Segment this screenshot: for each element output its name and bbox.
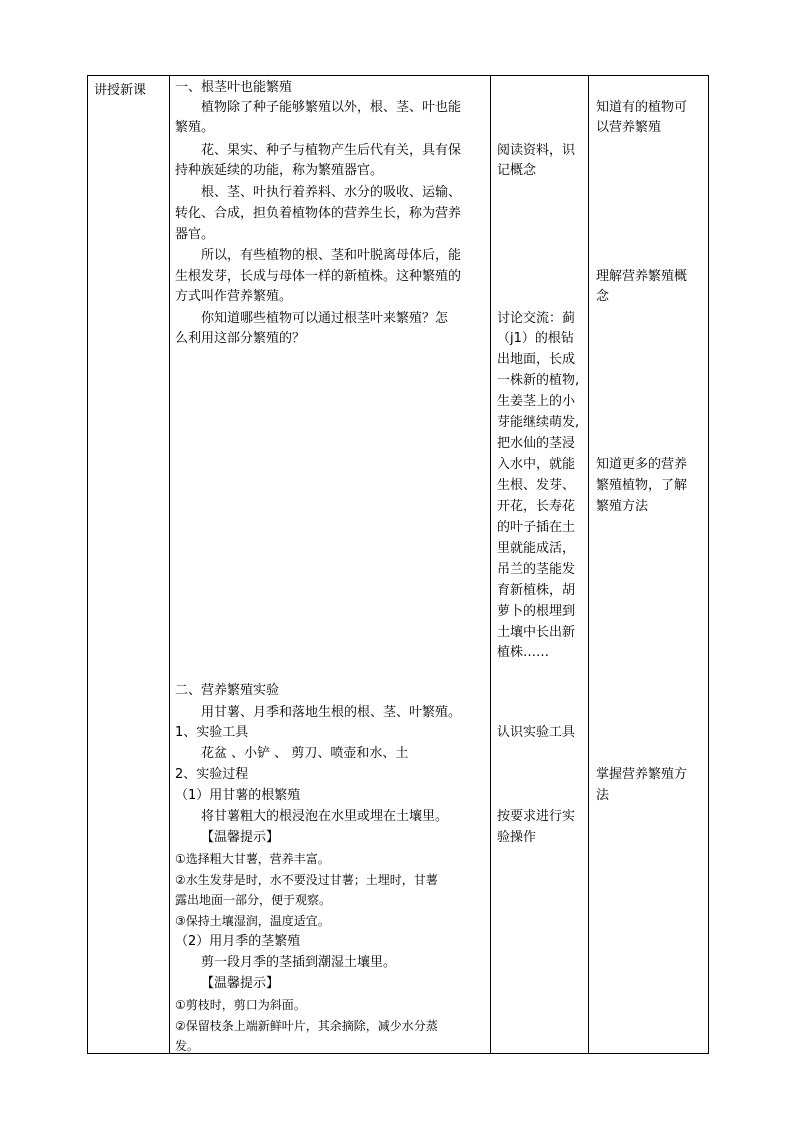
content-line: 花盆 、小铲 、 剪刀、喷壶和水、土 — [201, 746, 409, 761]
content-line: 根、茎、叶执行着养料、水分的吸收、运输、 — [201, 185, 462, 200]
activity-line: 芽能继续萌发, — [497, 415, 580, 430]
content-line: 植物除了种子能够繁殖以外，根、茎、叶也能 — [201, 100, 462, 115]
activity-line: （j1）的根钻 — [497, 331, 574, 346]
tip-heading: 【温馨提示】 — [201, 976, 280, 991]
intent-line: 以营养繁殖 — [596, 120, 662, 135]
intent-line: 掌握营养繁殖方 — [596, 767, 688, 782]
activity-line: 认识实验工具 — [497, 725, 576, 740]
content-line: 繁殖。 — [175, 120, 215, 135]
activity-line: 的叶子插在土 — [497, 520, 576, 535]
content-line: 剪一段月季的茎插到潮湿土壤里。 — [201, 955, 397, 970]
activity-line: 土壤中长出新 — [497, 625, 576, 640]
content-line: 器官。 — [175, 227, 215, 242]
intent-line: 繁殖方法 — [596, 499, 649, 514]
activity-line: 按要求进行实 — [497, 809, 576, 824]
activity-line: 植株…… — [497, 645, 550, 660]
intent-line: 知道有的植物可 — [596, 100, 688, 115]
lesson-plan-table — [87, 75, 709, 1054]
content-line: 转化、合成，担负着植物体的营养生长，称为营养 — [175, 206, 462, 221]
activity-line: 里就能成活， — [497, 541, 576, 556]
activity-line: 萝卜的根埋到 — [497, 604, 576, 619]
content-line: 花、果实、种子与植物产生后代有关，具有保 — [201, 143, 462, 158]
subsection-heading: 1、实验工具 — [175, 725, 249, 740]
intent-line: 法 — [596, 788, 610, 803]
content-line: 生根发芽，长成与母体一样的新植株。这种繁殖的 — [175, 269, 462, 284]
activity-line: 入水中，就能 — [497, 457, 576, 472]
teaching-content-cell — [170, 76, 491, 1054]
tip-line: 发。 — [175, 1039, 200, 1053]
intent-line: 知道更多的营养 — [596, 457, 688, 472]
activity-line: 验操作 — [497, 830, 537, 845]
design-intent-cell — [589, 76, 709, 1054]
activity-line: 一株新的植物, — [497, 373, 580, 388]
question-line: 么利用这部分繁殖的？ — [175, 331, 306, 346]
table-row — [88, 76, 709, 1054]
activity-line: 生根、发芽、 — [497, 478, 576, 493]
intent-line: 念 — [596, 289, 610, 304]
section-heading: 二、营养繁殖实验 — [175, 683, 280, 698]
content-line: 所以，有些植物的根、茎和叶脱离母体后，能 — [201, 248, 462, 263]
intent-line: 理解营养繁殖概 — [596, 269, 688, 284]
tip-line: ③保持土壤湿润，温度适宜。 — [175, 914, 330, 928]
section-heading: 一、根茎叶也能繁殖 — [175, 80, 293, 95]
activity-line: 把水仙的茎浸 — [497, 436, 576, 451]
content-line: 将甘薯粗大的根浸泡在水里或埋在土壤里。 — [201, 809, 449, 824]
content-line: 用甘薯、月季和落地生根的根、茎、叶繁殖。 — [201, 705, 462, 720]
activity-line: 阅读资料，识 — [497, 143, 576, 158]
content-line: 持种族延续的功能，称为繁殖器官。 — [175, 163, 384, 178]
tip-line: ①剪枝时，剪口为斜面。 — [175, 998, 306, 1012]
tip-heading: 【温馨提示】 — [201, 830, 280, 845]
tip-line: ②保留枝条上端新鲜叶片，其余摘除，减少水分蒸 — [175, 1019, 438, 1033]
tip-line: ①选择粗大甘薯，营养丰富。 — [175, 852, 330, 866]
activity-line: 出地面，长成 — [497, 352, 576, 367]
activity-line: 育新植株，胡 — [497, 583, 576, 598]
tip-line: ②水生发芽是时，水不要没过甘薯；土埋时，甘薯 — [175, 873, 438, 887]
student-activity-cell — [491, 76, 589, 1054]
intent-line: 繁殖植物，了解 — [596, 478, 688, 493]
question-line: 你知道哪些植物可以通过根茎叶来繁殖？怎 — [201, 311, 449, 326]
step-heading: （2）用月季的茎繁殖 — [175, 934, 301, 949]
step-heading: （1）用甘薯的根繁殖 — [175, 788, 301, 803]
activity-line: 记概念 — [497, 163, 537, 178]
activity-line: 生姜茎上的小 — [497, 394, 576, 409]
activity-line: 吊兰的茎能发 — [497, 562, 576, 577]
stage-label: 讲授新课 — [94, 83, 147, 98]
subsection-heading: 2、实验过程 — [175, 767, 249, 782]
activity-line: 开花，长寿花 — [497, 499, 576, 514]
tip-line: 露出地面一部分，便于观察。 — [175, 893, 332, 907]
content-line: 方式叫作营养繁殖。 — [175, 289, 293, 304]
stage-cell — [88, 76, 170, 1054]
activity-line: 讨论交流：蓟 — [497, 311, 576, 326]
